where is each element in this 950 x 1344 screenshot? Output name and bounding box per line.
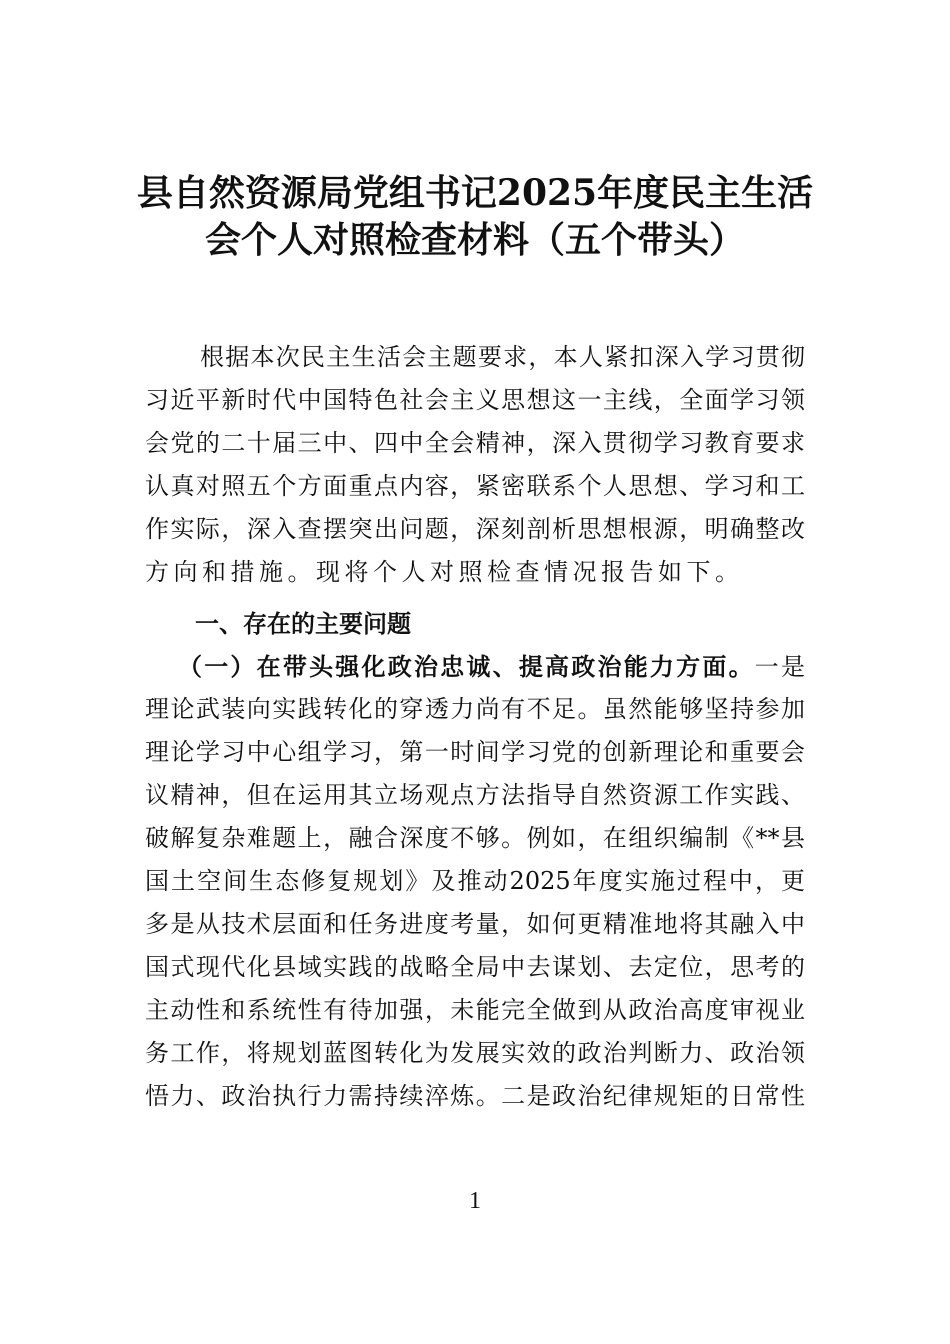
body-line: 理论武装向实践转化的穿透力尚有不足。虽然能够坚持参加 xyxy=(145,695,805,723)
intro-line: 会党的二十届三中、四中全会精神，深入贯彻学习教育要求 xyxy=(145,429,805,457)
intro-line: 根据本次民主生活会主题要求，本人紧扣深入学习贯彻 xyxy=(200,343,805,371)
body-line: 多是从技术层面和任务进度考量，如何更精准地将其融入中 xyxy=(145,910,805,938)
body-line: 务工作，将规划蓝图转化为发展实效的政治判断力、政治领 xyxy=(145,1039,805,1067)
intro-line: 习近平新时代中国特色社会主义思想这一主线，全面学习领 xyxy=(145,386,805,414)
sub-heading-continuation: 一是 xyxy=(754,653,805,681)
body-line: 国土空间生态修复规划》及推动2025年度实施过程中，更 xyxy=(145,867,805,895)
body-line: 理论学习中心组学习，第一时间学习党的创新理论和重要会 xyxy=(145,738,805,766)
body-line: 悟力、政治执行力需持续淬炼。二是政治纪律规矩的日常性 xyxy=(145,1082,805,1110)
intro-line: 方向和措施。现将个人对照检查情况报告如下。 xyxy=(145,558,744,586)
intro-line: 作实际，深入查摆突出问题，深刻剖析思想根源，明确整改 xyxy=(145,515,805,543)
document-title-line-2: 会个人对照检查材料（五个带头） xyxy=(204,219,745,261)
sub-heading: （一）在带头强化政治忠诚、提高政治能力方面。 xyxy=(178,652,755,681)
page-number: 1 xyxy=(469,1188,481,1214)
body-line: 议精神，但在运用其立场观点方法指导自然资源工作实践、 xyxy=(145,781,805,809)
document-title-line-1: 县自然资源局党组书记2025年度民主生活 xyxy=(136,172,814,214)
section-heading: 一、存在的主要问题 xyxy=(195,610,411,638)
body-line: 国式现代化县域实践的战略全局中去谋划、去定位，思考的 xyxy=(145,953,805,981)
sub-heading-line xyxy=(178,645,805,688)
body-line: 主动性和系统性有待加强，未能完全做到从政治高度审视业 xyxy=(145,996,805,1024)
intro-line: 认真对照五个方面重点内容，紧密联系个人思想、学习和工 xyxy=(145,472,805,500)
body-line: 破解复杂难题上，融合深度不够。例如，在组织编制《**县 xyxy=(145,824,805,852)
